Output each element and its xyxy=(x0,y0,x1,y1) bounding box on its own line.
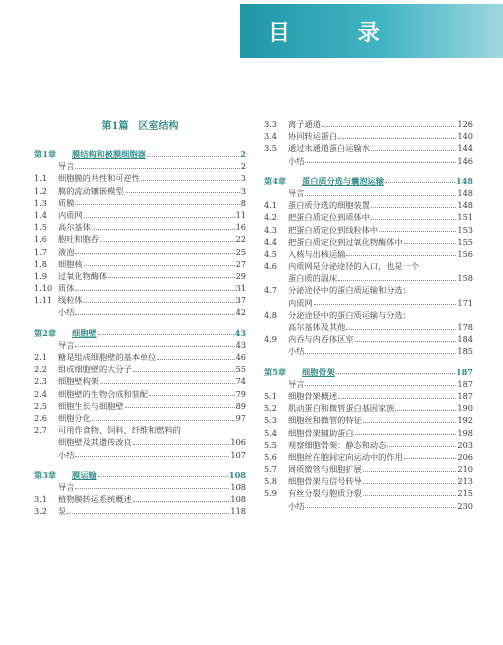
toc-entry[interactable] xyxy=(264,118,473,130)
dot-leader xyxy=(141,180,240,181)
entry-title: 蛋白质分选的细胞装置 xyxy=(288,200,370,211)
entry-number: 5.5 xyxy=(264,439,278,450)
dot-leader xyxy=(75,290,234,291)
entry-page-number: 74 xyxy=(235,376,246,387)
entry-number: 第5章 xyxy=(264,366,287,377)
toc-entry[interactable] xyxy=(264,500,473,512)
dot-leader xyxy=(75,168,239,169)
dot-leader xyxy=(363,422,457,423)
entry-title: 高尔基体及其他 xyxy=(288,322,346,332)
entry-title: 胞吐和胞吞 xyxy=(58,234,99,245)
entry-page-number: 187 xyxy=(455,366,473,377)
dot-leader xyxy=(157,359,234,360)
entry-title: 小结 xyxy=(58,449,75,460)
entry-page-number: 198 xyxy=(457,427,473,438)
entry-number: 1.1 xyxy=(34,173,48,184)
entry-page-number: 230 xyxy=(457,500,473,511)
entry-page-number: 79 xyxy=(235,388,246,399)
toc-entry[interactable] xyxy=(34,246,246,258)
dot-leader xyxy=(75,314,234,315)
entry-page-number: 43 xyxy=(234,327,246,338)
entry-page-number: 155 xyxy=(457,236,473,247)
entry-page-number: 108 xyxy=(228,469,246,480)
dot-leader xyxy=(84,265,235,266)
entry-page-number: 3 xyxy=(240,185,246,196)
toc-entry[interactable] xyxy=(34,493,246,505)
left-entry-list xyxy=(34,148,246,517)
toc-entry[interactable] xyxy=(264,142,473,154)
dot-leader xyxy=(100,241,235,242)
dot-leader xyxy=(346,255,456,256)
entry-number: 1.11 xyxy=(34,295,53,306)
toc-entry[interactable] xyxy=(264,427,473,439)
entry-page-number: 140 xyxy=(457,131,473,142)
toc-entry[interactable] xyxy=(34,197,246,209)
entry-title: 导言 xyxy=(58,161,75,172)
toc-entry[interactable] xyxy=(264,414,473,426)
entry-number: 5.4 xyxy=(264,427,278,438)
entry-title: 蛋白质分选与囊泡运输 xyxy=(302,175,384,186)
entry-page-number: 171 xyxy=(457,297,473,308)
entry-title: 膜运输 xyxy=(72,469,97,480)
toc-title: 目 录 xyxy=(268,21,410,46)
toc-entry[interactable] xyxy=(34,388,246,400)
entry-page-number: 148 xyxy=(455,175,473,186)
entry-number: 4.4 xyxy=(264,236,278,247)
entry-title: 内吞与内吞体区室 xyxy=(288,334,354,345)
entry-page-number: 107 xyxy=(230,449,246,460)
toc-entry[interactable] xyxy=(34,339,246,351)
entry-number: 2.1 xyxy=(34,352,48,362)
entry-title: 分泌途径中的蛋白质运输与分选： xyxy=(288,309,411,320)
dot-leader xyxy=(98,476,228,477)
dot-leader xyxy=(92,229,235,230)
dot-leader xyxy=(387,446,456,447)
entry-number: 第4章 xyxy=(264,175,287,186)
toc-entry[interactable] xyxy=(264,224,473,236)
dot-leader xyxy=(75,488,229,489)
entry-page-number: 215 xyxy=(457,488,473,499)
entry-title: 细胞骨架概述 xyxy=(288,390,338,401)
toc-entry[interactable] xyxy=(264,378,473,390)
entry-page-number: 146 xyxy=(457,155,473,166)
entry-page-number: 8 xyxy=(240,197,246,208)
toc-entry[interactable] xyxy=(34,436,246,448)
toc-header-banner xyxy=(240,4,503,58)
toc-entry[interactable] xyxy=(264,155,473,167)
entry-title: 入核与出核运输 xyxy=(288,248,346,259)
entry-number: 5.6 xyxy=(264,451,278,462)
entry-number: 第3章 xyxy=(34,469,57,480)
entry-title: 小结 xyxy=(58,307,75,318)
entry-page-number: 2 xyxy=(240,161,246,172)
entry-number: 4.7 xyxy=(264,285,278,296)
entry-page-number: 203 xyxy=(457,439,473,450)
toc-chapter-entry[interactable] xyxy=(34,148,246,160)
entry-number: 1.2 xyxy=(34,185,48,196)
toc-entry[interactable] xyxy=(34,294,246,306)
dot-leader xyxy=(404,243,457,244)
entry-number: 4.2 xyxy=(264,212,278,223)
entry-number: 1.10 xyxy=(34,283,53,294)
entry-title: 膜结构和被膜细胞器 xyxy=(72,149,146,159)
entry-number: 3.5 xyxy=(264,143,278,154)
dot-leader xyxy=(75,204,239,205)
dot-leader xyxy=(100,383,235,384)
dot-leader xyxy=(75,346,234,347)
entry-title: 细胞骨架与信号转导 xyxy=(288,476,362,487)
entry-title: 通过水通道蛋白运输水 xyxy=(288,143,370,154)
dot-leader xyxy=(125,407,235,408)
toc-entry[interactable] xyxy=(34,258,246,270)
dot-leader xyxy=(133,501,230,502)
toc-entry[interactable] xyxy=(34,233,246,245)
entry-title: 细胞壁及其遗传改良 xyxy=(58,437,132,448)
entry-page-number: 43 xyxy=(235,339,246,350)
entry-page-number: 31 xyxy=(235,283,246,294)
entry-title: 细胞核 xyxy=(58,258,83,269)
entry-page-number: 178 xyxy=(457,322,473,332)
entry-number: 5.7 xyxy=(264,464,278,475)
dot-leader xyxy=(133,444,230,445)
dot-leader xyxy=(338,398,456,399)
toc-entry[interactable] xyxy=(34,481,246,493)
toc-entry[interactable] xyxy=(34,375,246,387)
right-entry-list xyxy=(264,118,473,512)
entry-title: 内质网 xyxy=(58,209,83,220)
entry-page-number: 27 xyxy=(235,258,246,269)
toc-entry[interactable] xyxy=(34,221,246,233)
entry-number: 4.6 xyxy=(264,261,278,272)
dot-leader xyxy=(336,373,455,374)
entry-number: 3.4 xyxy=(264,131,278,142)
entry-title: 离子通道 xyxy=(288,119,321,129)
entry-title: 内质网 xyxy=(288,297,313,308)
entry-title: 组成细胞壁的大分子 xyxy=(58,364,132,375)
entry-number: 第1章 xyxy=(34,149,57,159)
entry-page-number: 185 xyxy=(457,346,473,357)
entry-title: 内质网是分泌途径的入口，也是一个 xyxy=(288,261,420,272)
dot-leader xyxy=(98,334,234,335)
toc-entry[interactable] xyxy=(264,297,473,309)
dot-leader xyxy=(404,458,457,459)
dot-leader xyxy=(314,304,457,305)
toc-left-column xyxy=(34,118,246,517)
dot-leader xyxy=(92,420,235,421)
entry-title: 肌动蛋白和微管蛋白基因家族 xyxy=(288,403,395,414)
entry-number: 1.8 xyxy=(34,258,48,269)
entry-page-number: 210 xyxy=(457,464,473,475)
toc-entry[interactable] xyxy=(264,284,473,296)
entry-number: 1.4 xyxy=(34,209,48,220)
entry-number: 2.3 xyxy=(34,376,48,387)
dot-leader xyxy=(84,217,235,218)
entry-number: 4.1 xyxy=(264,200,278,211)
dot-leader xyxy=(338,138,456,139)
part-title: 第1篇 区室结构 xyxy=(101,121,179,132)
entry-number: 2.7 xyxy=(34,425,48,436)
entry-page-number: 156 xyxy=(457,248,473,259)
entry-number: 4.9 xyxy=(264,334,278,345)
dot-leader xyxy=(395,410,456,411)
toc-entry[interactable] xyxy=(264,402,473,414)
entry-page-number: 187 xyxy=(457,378,473,389)
entry-page-number: 148 xyxy=(457,187,473,198)
entry-number: 4.5 xyxy=(264,248,278,259)
entry-number: 1.3 xyxy=(34,197,48,208)
entry-number: 5.1 xyxy=(264,390,278,401)
entry-page-number: 108 xyxy=(230,494,246,505)
entry-title: 导言 xyxy=(58,339,75,350)
dot-leader xyxy=(147,156,240,157)
entry-number: 2.5 xyxy=(34,400,48,411)
toc-entry[interactable] xyxy=(264,321,473,333)
entry-number: 1.6 xyxy=(34,234,48,245)
entry-number: 1.7 xyxy=(34,246,48,257)
toc-entry[interactable] xyxy=(34,351,246,363)
entry-title: 有丝分裂与胞质分裂 xyxy=(288,488,362,499)
toc-entry[interactable] xyxy=(264,345,473,357)
toc-entry[interactable] xyxy=(34,449,246,461)
dot-leader xyxy=(355,434,457,435)
entry-number: 2.4 xyxy=(34,388,48,399)
entry-title: 糖是组成细胞壁的基本单位 xyxy=(58,352,157,362)
dot-leader xyxy=(75,456,229,457)
entry-number: 5.8 xyxy=(264,476,278,487)
entry-number: 4.3 xyxy=(264,224,278,235)
entry-title: 植物膜转运系统概述 xyxy=(58,494,132,505)
dot-leader xyxy=(67,513,229,514)
entry-number: 5.9 xyxy=(264,488,278,499)
entry-title: 液泡 xyxy=(58,246,75,257)
entry-page-number: 106 xyxy=(230,437,246,448)
entry-title: 细胞膜的共性和可逆性 xyxy=(58,173,140,184)
toc-entry[interactable] xyxy=(34,400,246,412)
entry-title: 细胞丝在胞间定向运动中的作用 xyxy=(288,451,403,462)
entry-title: 可用作食物、饲料、纤维和燃料的 xyxy=(58,425,181,436)
entry-title: 膜的流动镶嵌模型 xyxy=(58,185,124,196)
dot-leader xyxy=(385,182,455,183)
toc-entry[interactable] xyxy=(34,363,246,375)
toc-chapter-entry[interactable] xyxy=(264,175,473,187)
dot-leader xyxy=(338,280,456,281)
entry-number: 第2章 xyxy=(34,327,57,338)
entry-page-number: 16 xyxy=(235,222,246,233)
entry-title: 协同转运蛋白 xyxy=(288,131,338,142)
entry-title: 小结 xyxy=(288,346,305,357)
entry-number: 3.3 xyxy=(264,119,278,129)
entry-title: 把蛋白质定位到质体中 xyxy=(288,212,370,223)
dot-leader xyxy=(371,219,456,220)
entry-page-number: 25 xyxy=(235,246,246,257)
toc-entry[interactable] xyxy=(34,424,246,436)
entry-title: 线粒体 xyxy=(58,295,83,306)
entry-title: 导言 xyxy=(58,481,75,492)
toc-entry[interactable] xyxy=(264,451,473,463)
entry-title: 蛋白质的温床 xyxy=(288,273,338,284)
entry-number: 3.2 xyxy=(34,506,48,517)
entry-page-number: 89 xyxy=(235,400,246,411)
entry-page-number: 108 xyxy=(230,481,246,492)
entry-title: 细胞骨架 xyxy=(302,366,335,377)
entry-page-number: 126 xyxy=(457,119,473,129)
entry-page-number: 97 xyxy=(235,412,246,423)
dot-leader xyxy=(149,395,235,396)
entry-page-number: 42 xyxy=(235,307,246,318)
dot-leader xyxy=(305,385,456,386)
entry-title: 分泌途径中的蛋白质运输和分选： xyxy=(288,285,411,296)
entry-title: 细胞骨架辅助蛋白 xyxy=(288,427,354,438)
dot-leader xyxy=(108,277,234,278)
dot-leader xyxy=(363,495,457,496)
toc-entry[interactable] xyxy=(264,248,473,260)
entry-page-number: 11 xyxy=(235,209,246,220)
entry-page-number: 151 xyxy=(457,212,473,223)
dot-leader xyxy=(363,483,457,484)
dot-leader xyxy=(305,162,456,163)
toc-entry[interactable] xyxy=(264,475,473,487)
entry-page-number: 144 xyxy=(457,143,473,154)
entry-title: 细胞生长与细胞壁 xyxy=(58,400,124,411)
toc-chapter-entry[interactable] xyxy=(34,469,246,481)
entry-title: 细胞壁 xyxy=(72,327,97,338)
dot-leader xyxy=(305,507,456,508)
entry-number: 2.6 xyxy=(34,412,48,423)
toc-entry[interactable] xyxy=(264,260,473,272)
entry-number: 2.2 xyxy=(34,364,48,375)
entry-page-number: 213 xyxy=(457,476,473,487)
toc-entry[interactable] xyxy=(264,439,473,451)
entry-page-number: 192 xyxy=(457,415,473,426)
entry-title: 小结 xyxy=(288,500,305,511)
toc-entry[interactable] xyxy=(264,272,473,284)
entry-page-number: 148 xyxy=(457,200,473,211)
entry-page-number: 37 xyxy=(235,295,246,306)
entry-page-number: 158 xyxy=(457,273,473,284)
toc-entry[interactable] xyxy=(264,309,473,321)
entry-number: 1.9 xyxy=(34,270,48,281)
entry-page-number: 2 xyxy=(240,149,246,159)
toc-entry[interactable] xyxy=(264,333,473,345)
toc-entry[interactable] xyxy=(264,211,473,223)
toc-entry[interactable] xyxy=(264,130,473,142)
toc-right-column xyxy=(264,118,473,512)
entry-title: 把蛋白质定位到线粒体中 xyxy=(288,224,379,235)
entry-title: 导言 xyxy=(288,378,305,389)
toc-chapter-entry[interactable] xyxy=(264,366,473,378)
entry-title: 质体 xyxy=(58,283,75,294)
toc-entry[interactable] xyxy=(264,463,473,475)
entry-number: 4.8 xyxy=(264,309,278,320)
dot-leader xyxy=(84,302,235,303)
dot-leader xyxy=(379,231,456,232)
toc-entry[interactable] xyxy=(34,172,246,184)
toc-entry[interactable] xyxy=(34,185,246,197)
dot-leader xyxy=(346,329,456,330)
toc-entry[interactable] xyxy=(34,160,246,172)
toc-entry[interactable] xyxy=(34,412,246,424)
entry-number: 1.5 xyxy=(34,222,48,233)
entry-page-number: 22 xyxy=(235,234,246,245)
toc-entry[interactable] xyxy=(264,187,473,199)
entry-page-number: 153 xyxy=(457,224,473,235)
dot-leader xyxy=(355,341,457,342)
entry-page-number: 55 xyxy=(235,364,246,375)
entry-title: 过氧化物酶体 xyxy=(58,270,108,281)
entry-title: 把蛋白质定位到过氧化物酶体中 xyxy=(288,236,403,247)
entry-title: 导言 xyxy=(288,187,305,198)
entry-title: 细胞丝和微管的特征 xyxy=(288,415,362,426)
toc-entry[interactable] xyxy=(34,282,246,294)
dot-leader xyxy=(305,195,456,196)
dot-leader xyxy=(125,192,240,193)
dot-leader xyxy=(75,253,234,254)
entry-page-number: 184 xyxy=(457,334,473,345)
entry-number: 3.1 xyxy=(34,494,48,505)
entry-number: 5.2 xyxy=(264,403,278,414)
entry-title: 周质微管与细胞扩展 xyxy=(288,464,362,475)
entry-title: 高尔基体 xyxy=(58,222,91,233)
entry-title: 小结 xyxy=(288,155,305,166)
dot-leader xyxy=(371,207,456,208)
dot-leader xyxy=(133,371,235,372)
dot-leader xyxy=(363,471,457,472)
toc-entry[interactable] xyxy=(34,505,246,517)
entry-number: 5.3 xyxy=(264,415,278,426)
entry-page-number: 190 xyxy=(457,403,473,414)
dot-leader xyxy=(305,353,456,354)
toc-entry[interactable] xyxy=(264,487,473,499)
entry-title: 观察细胞骨架：静态和动态 xyxy=(288,439,387,450)
entry-page-number: 206 xyxy=(457,451,473,462)
dot-leader xyxy=(322,126,457,127)
toc-entry[interactable] xyxy=(264,236,473,248)
entry-page-number: 46 xyxy=(235,352,246,362)
toc-entry[interactable] xyxy=(264,390,473,402)
toc-entry[interactable] xyxy=(34,209,246,221)
entry-page-number: 187 xyxy=(457,390,473,401)
toc-entry[interactable] xyxy=(34,270,246,282)
dot-leader xyxy=(371,150,456,151)
entry-title: 细胞分化 xyxy=(58,412,91,423)
toc-chapter-entry[interactable] xyxy=(34,327,246,339)
toc-entry[interactable] xyxy=(264,199,473,211)
entry-title: 质膜 xyxy=(58,197,75,208)
entry-page-number: 118 xyxy=(230,506,246,517)
entry-title: 细胞壁的生物合成和装配 xyxy=(58,388,149,399)
entry-page-number: 3 xyxy=(240,173,246,184)
toc-entry[interactable] xyxy=(34,306,246,318)
entry-title: 细胞壁构架 xyxy=(58,376,99,387)
entry-page-number: 29 xyxy=(235,270,246,281)
entry-title: 泵 xyxy=(58,506,67,517)
